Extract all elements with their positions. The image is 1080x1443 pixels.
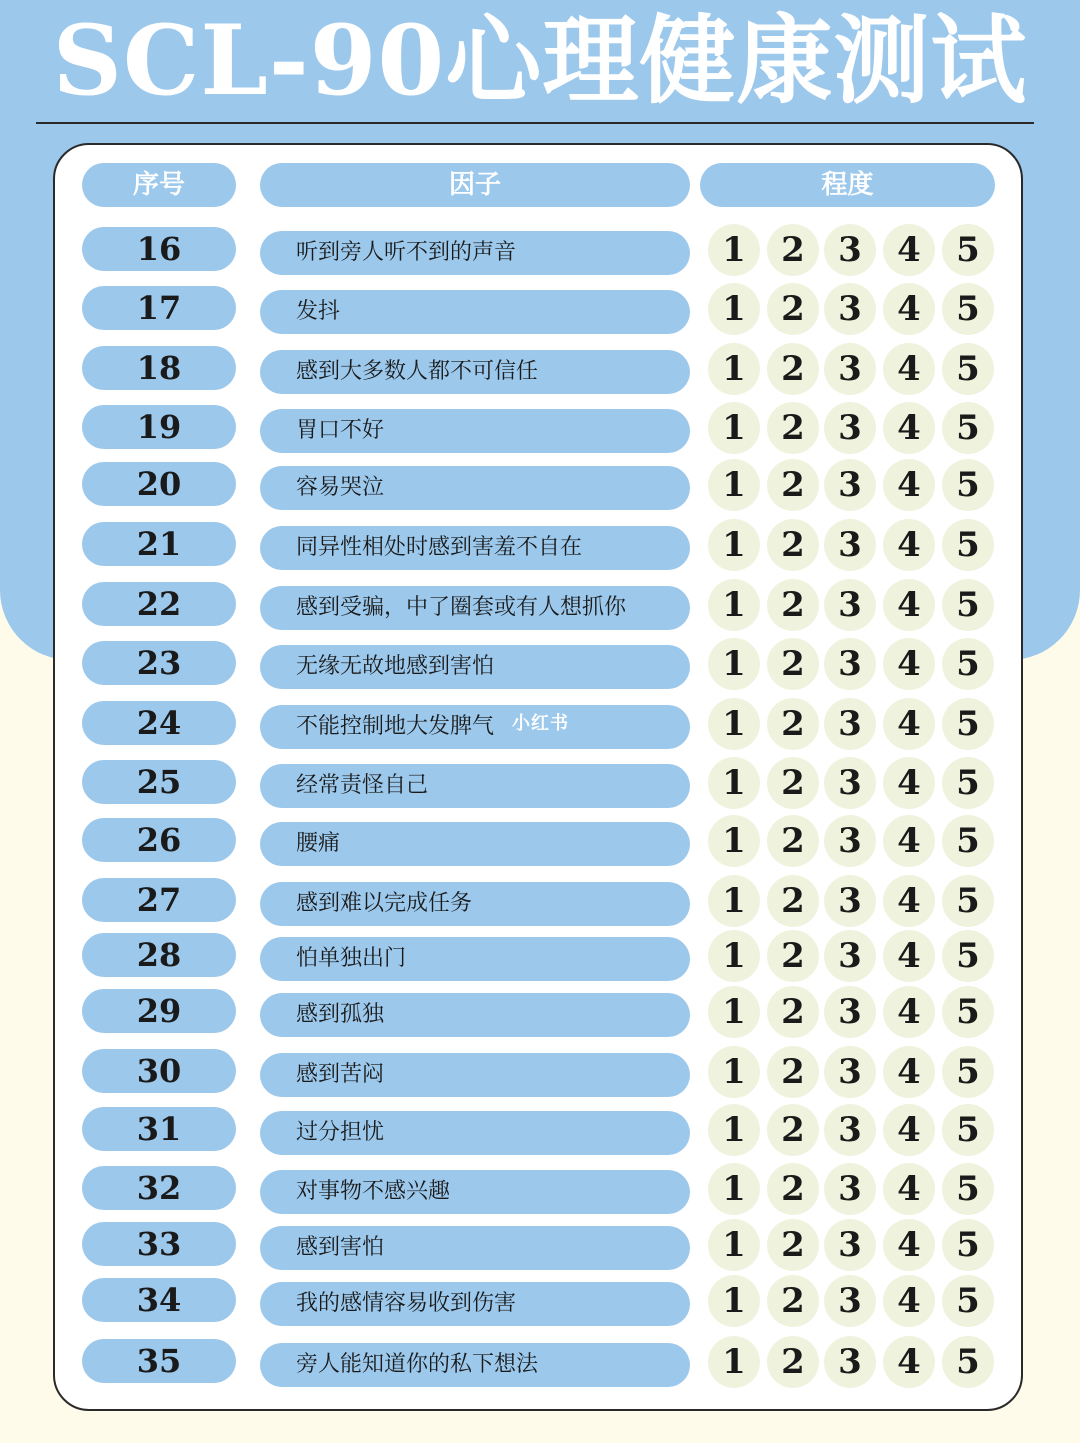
question-number: 21 xyxy=(82,522,236,566)
rating-option-1[interactable]: 1 xyxy=(708,579,760,631)
rating-option-5[interactable]: 5 xyxy=(942,1336,994,1388)
rating-option-4[interactable]: 4 xyxy=(883,1046,935,1098)
rating-option-2[interactable]: 2 xyxy=(767,1336,819,1388)
rating-option-3[interactable]: 3 xyxy=(824,1104,876,1156)
rating-option-4[interactable]: 4 xyxy=(883,1104,935,1156)
rating-option-2[interactable]: 2 xyxy=(767,757,819,809)
question-text: 旁人能知道你的私下想法 xyxy=(260,1343,690,1387)
rating-option-3[interactable]: 3 xyxy=(824,519,876,571)
rating-option-2[interactable]: 2 xyxy=(767,343,819,395)
rating-option-4[interactable]: 4 xyxy=(883,930,935,982)
header-degree: 程度 xyxy=(700,163,995,207)
rating-option-4[interactable]: 4 xyxy=(883,1336,935,1388)
question-number: 31 xyxy=(82,1107,236,1151)
question-text: 我的感情容易收到伤害 xyxy=(260,1282,690,1326)
rating-option-4[interactable]: 4 xyxy=(883,224,935,276)
rating-option-1[interactable]: 1 xyxy=(708,1336,760,1388)
rating-option-2[interactable]: 2 xyxy=(767,283,819,335)
rating-option-2[interactable]: 2 xyxy=(767,1219,819,1271)
rating-option-5[interactable]: 5 xyxy=(942,1219,994,1271)
rating-option-2[interactable]: 2 xyxy=(767,1163,819,1215)
question-text: 经常责怪自己 xyxy=(260,764,690,808)
rating-option-5[interactable]: 5 xyxy=(942,402,994,454)
rating-option-5[interactable]: 5 xyxy=(942,1163,994,1215)
rating-option-1[interactable]: 1 xyxy=(708,1163,760,1215)
rating-option-1[interactable]: 1 xyxy=(708,698,760,750)
title-divider xyxy=(36,122,1034,124)
rating-option-4[interactable]: 4 xyxy=(883,815,935,867)
question-text: 发抖 xyxy=(260,290,690,334)
rating-option-1[interactable]: 1 xyxy=(708,459,760,511)
rating-option-5[interactable]: 5 xyxy=(942,579,994,631)
rating-option-5[interactable]: 5 xyxy=(942,343,994,395)
rating-option-2[interactable]: 2 xyxy=(767,402,819,454)
rating-option-4[interactable]: 4 xyxy=(883,1163,935,1215)
question-text: 容易哭泣 xyxy=(260,466,690,510)
rating-option-5[interactable]: 5 xyxy=(942,930,994,982)
question-number: 22 xyxy=(82,582,236,626)
rating-option-3[interactable]: 3 xyxy=(824,1163,876,1215)
question-text: 感到苦闷 xyxy=(260,1053,690,1097)
question-number: 32 xyxy=(82,1166,236,1210)
rating-option-3[interactable]: 3 xyxy=(824,875,876,927)
rating-option-5[interactable]: 5 xyxy=(942,1104,994,1156)
rating-option-5[interactable]: 5 xyxy=(942,875,994,927)
question-number: 34 xyxy=(82,1278,236,1322)
rating-option-4[interactable]: 4 xyxy=(883,638,935,690)
rating-option-5[interactable]: 5 xyxy=(942,224,994,276)
rating-option-2[interactable]: 2 xyxy=(767,986,819,1038)
page-title: SCL-90心理健康测试 xyxy=(52,4,1028,117)
rating-option-1[interactable]: 1 xyxy=(708,519,760,571)
rating-option-5[interactable]: 5 xyxy=(942,815,994,867)
rating-option-5[interactable]: 5 xyxy=(942,757,994,809)
question-number: 28 xyxy=(82,933,236,977)
question-number: 25 xyxy=(82,760,236,804)
rating-option-4[interactable]: 4 xyxy=(883,519,935,571)
question-text: 感到孤独 xyxy=(260,993,690,1037)
question-number: 27 xyxy=(82,878,236,922)
question-number: 26 xyxy=(82,818,236,862)
rating-option-2[interactable]: 2 xyxy=(767,698,819,750)
question-text: 感到难以完成任务 xyxy=(260,882,690,926)
question-text: 感到害怕 xyxy=(260,1226,690,1270)
rating-option-4[interactable]: 4 xyxy=(883,757,935,809)
rating-option-3[interactable]: 3 xyxy=(824,1046,876,1098)
rating-option-5[interactable]: 5 xyxy=(942,1275,994,1327)
rating-option-5[interactable]: 5 xyxy=(942,519,994,571)
rating-option-5[interactable]: 5 xyxy=(942,283,994,335)
question-number: 16 xyxy=(82,227,236,271)
rating-option-1[interactable]: 1 xyxy=(708,1275,760,1327)
header-index: 序号 xyxy=(82,163,236,207)
rating-option-5[interactable]: 5 xyxy=(942,1046,994,1098)
rating-option-2[interactable]: 2 xyxy=(767,1046,819,1098)
watermark-logo: 小红书 xyxy=(512,713,569,734)
question-number: 30 xyxy=(82,1049,236,1093)
question-number: 35 xyxy=(82,1339,236,1383)
rating-option-1[interactable]: 1 xyxy=(708,343,760,395)
rating-option-3[interactable]: 3 xyxy=(824,638,876,690)
rating-option-1[interactable]: 1 xyxy=(708,1046,760,1098)
rating-option-2[interactable]: 2 xyxy=(767,519,819,571)
rating-option-1[interactable]: 1 xyxy=(708,638,760,690)
rating-option-4[interactable]: 4 xyxy=(883,1219,935,1271)
rating-option-2[interactable]: 2 xyxy=(767,459,819,511)
rating-option-2[interactable]: 2 xyxy=(767,1275,819,1327)
question-text: 对事物不感兴趣 xyxy=(260,1170,690,1214)
question-number: 23 xyxy=(82,641,236,685)
rating-option-3[interactable]: 3 xyxy=(824,757,876,809)
rating-option-4[interactable]: 4 xyxy=(883,698,935,750)
rating-option-4[interactable]: 4 xyxy=(883,343,935,395)
question-number: 24 xyxy=(82,701,236,745)
rating-option-3[interactable]: 3 xyxy=(824,1275,876,1327)
rating-option-4[interactable]: 4 xyxy=(883,402,935,454)
rating-option-2[interactable]: 2 xyxy=(767,224,819,276)
question-number: 18 xyxy=(82,346,236,390)
question-number: 33 xyxy=(82,1222,236,1266)
rating-option-2[interactable]: 2 xyxy=(767,875,819,927)
rating-option-5[interactable]: 5 xyxy=(942,638,994,690)
rating-option-2[interactable]: 2 xyxy=(767,930,819,982)
rating-option-3[interactable]: 3 xyxy=(824,930,876,982)
rating-option-1[interactable]: 1 xyxy=(708,757,760,809)
header-factor: 因子 xyxy=(260,163,690,207)
rating-option-5[interactable]: 5 xyxy=(942,698,994,750)
rating-option-5[interactable]: 5 xyxy=(942,986,994,1038)
rating-option-5[interactable]: 5 xyxy=(942,459,994,511)
rating-option-3[interactable]: 3 xyxy=(824,283,876,335)
question-text: 感到受骗，中了圈套或有人想抓你 xyxy=(260,586,690,630)
rating-option-1[interactable]: 1 xyxy=(708,1219,760,1271)
question-number: 17 xyxy=(82,286,236,330)
rating-option-4[interactable]: 4 xyxy=(883,875,935,927)
question-text: 同异性相处时感到害羞不自在 xyxy=(260,526,690,570)
question-text: 无缘无故地感到害怕 xyxy=(260,645,690,689)
rating-option-1[interactable]: 1 xyxy=(708,1104,760,1156)
rating-option-2[interactable]: 2 xyxy=(767,579,819,631)
rating-option-3[interactable]: 3 xyxy=(824,1336,876,1388)
rating-option-3[interactable]: 3 xyxy=(824,986,876,1038)
rating-option-2[interactable]: 2 xyxy=(767,638,819,690)
question-number: 20 xyxy=(82,462,236,506)
rating-option-1[interactable]: 1 xyxy=(708,986,760,1038)
rating-option-3[interactable]: 3 xyxy=(824,815,876,867)
question-text: 不能控制地大发脾气 xyxy=(260,705,690,749)
rating-option-3[interactable]: 3 xyxy=(824,459,876,511)
rating-option-1[interactable]: 1 xyxy=(708,283,760,335)
rating-option-3[interactable]: 3 xyxy=(824,402,876,454)
question-number: 29 xyxy=(82,989,236,1033)
rating-option-1[interactable]: 1 xyxy=(708,815,760,867)
question-text: 怕单独出门 xyxy=(260,937,690,981)
rating-option-3[interactable]: 3 xyxy=(824,224,876,276)
rating-option-3[interactable]: 3 xyxy=(824,698,876,750)
rating-option-2[interactable]: 2 xyxy=(767,815,819,867)
rating-option-1[interactable]: 1 xyxy=(708,875,760,927)
rating-option-4[interactable]: 4 xyxy=(883,283,935,335)
rating-option-3[interactable]: 3 xyxy=(824,1219,876,1271)
question-text: 过分担忧 xyxy=(260,1111,690,1155)
question-number: 19 xyxy=(82,405,236,449)
rating-option-4[interactable]: 4 xyxy=(883,579,935,631)
rating-option-3[interactable]: 3 xyxy=(824,343,876,395)
question-text: 腰痛 xyxy=(260,822,690,866)
question-text: 胃口不好 xyxy=(260,409,690,453)
rating-option-1[interactable]: 1 xyxy=(708,930,760,982)
rating-option-3[interactable]: 3 xyxy=(824,579,876,631)
rating-option-4[interactable]: 4 xyxy=(883,1275,935,1327)
question-text: 感到大多数人都不可信任 xyxy=(260,350,690,394)
question-text: 听到旁人听不到的声音 xyxy=(260,231,690,275)
rating-option-2[interactable]: 2 xyxy=(767,1104,819,1156)
rating-option-4[interactable]: 4 xyxy=(883,986,935,1038)
rating-option-1[interactable]: 1 xyxy=(708,224,760,276)
rating-option-4[interactable]: 4 xyxy=(883,459,935,511)
rating-option-1[interactable]: 1 xyxy=(708,402,760,454)
